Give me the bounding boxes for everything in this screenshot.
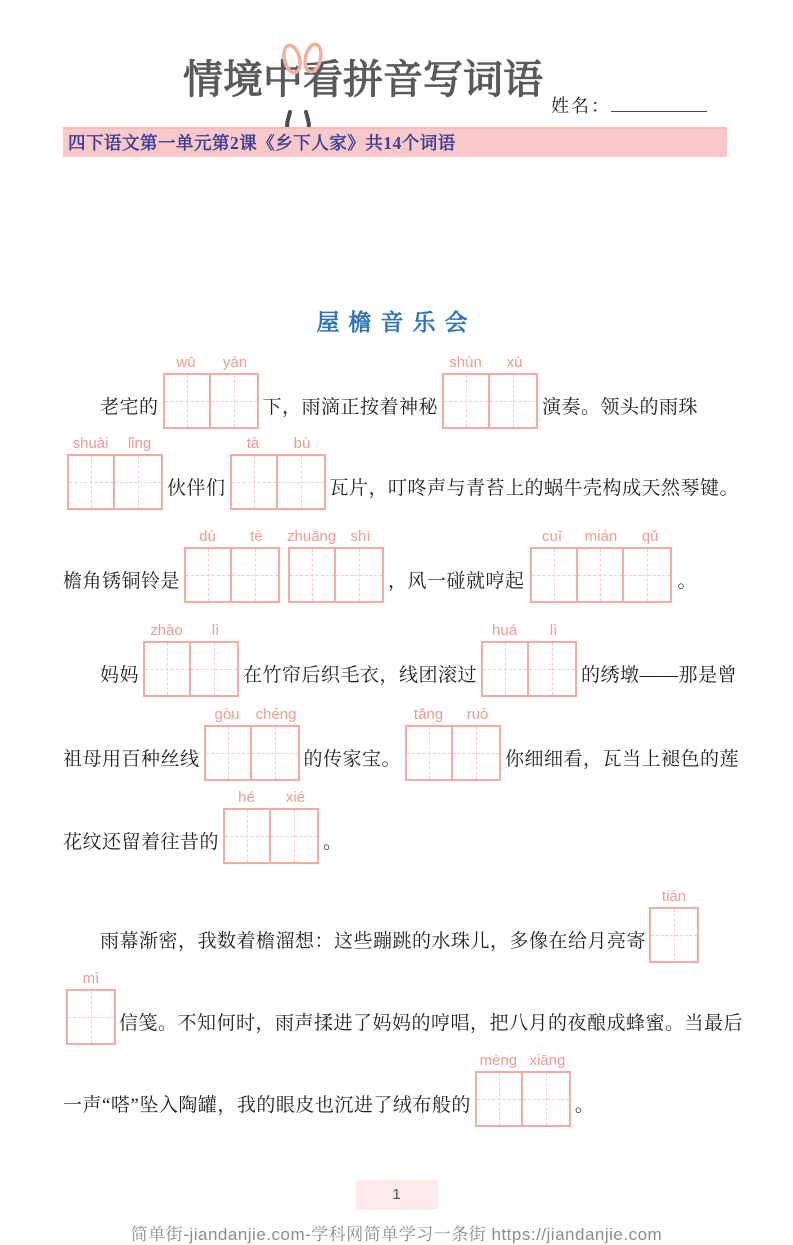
page-title: 屋檐音乐会 [316,310,477,335]
text-line [63,434,763,510]
page-header [0,0,793,127]
writing-cell[interactable] [523,1073,569,1125]
pinyin-syllable: cuī [542,528,563,545]
pinyin-syllable: shùn [449,354,482,371]
text-run: 妈妈 [100,665,140,687]
text-run: ，风一碰就哼起 [388,571,525,593]
text-run: 祖母用百种丝线 [63,749,200,771]
pinyin-word-box [528,527,675,603]
text-line [63,887,763,963]
body-lines [63,353,763,1127]
pinyin-syllable: zhào [150,622,183,639]
logo-text: 情境中看拼音写词语 [183,58,543,102]
text-line [63,1051,763,1127]
pinyin-word-box [474,1051,572,1127]
bunny-ears-icon [275,40,331,76]
pinyin-word-box [222,788,320,864]
writing-cell[interactable] [477,1073,523,1125]
text-run: 花纹还留着往昔的 [63,832,220,854]
text-line [63,788,763,864]
page-number-badge: 1 [356,1180,438,1210]
footer-link-text: 简单街-jiandanjie.com-学科网简单学习一条街 https://jiandanjie.com [130,1225,663,1244]
pinyin-word-box [287,527,385,603]
pinyin-label [650,887,699,906]
pinyin-syllable: tián [661,888,687,905]
writing-cell[interactable] [186,549,232,601]
text-line [63,353,763,429]
pinyin-label [474,1051,572,1070]
pinyin-label [142,621,240,640]
text-line [63,527,763,603]
pinyin-syllable: xié [285,789,306,806]
pinyin-syllable: mèng [479,1052,518,1069]
writing-cell[interactable] [232,456,278,508]
pinyin-label [229,434,327,453]
pinyin-syllable: hé [238,789,255,806]
pinyin-label [222,788,320,807]
writing-grid[interactable] [530,547,672,603]
pinyin-label [162,353,260,372]
pinyin-syllable: lì [549,622,558,639]
text-line [63,705,763,781]
pinyin-syllable: shì [350,528,371,545]
writing-grid[interactable] [184,547,280,603]
writing-cell[interactable] [336,549,382,601]
pinyin-syllable: chéng [255,706,297,723]
writing-cell[interactable] [290,549,336,601]
text-run: 演奏。领头的雨珠 [542,397,699,419]
pinyin-word-box [203,705,301,781]
pinyin-word-box [66,434,164,510]
writing-grid[interactable] [230,454,326,510]
pinyin-label [528,527,675,546]
pinyin-label [66,434,164,453]
pinyin-word-box [441,353,539,429]
text-run: 的传家宝。 [303,749,402,771]
writing-cell[interactable] [407,727,453,779]
writing-cell[interactable] [145,643,191,695]
pinyin-syllable: tè [250,528,263,545]
writing-cell[interactable] [532,549,578,601]
writing-cell[interactable] [68,991,114,1043]
lesson-banner [63,127,727,157]
pinyin-word-box [162,353,260,429]
pinyin-syllable: tǎng [413,706,444,723]
writing-grid[interactable] [223,808,319,864]
writing-cell[interactable] [211,375,257,427]
writing-cell[interactable] [165,375,211,427]
pinyin-word-box [66,969,116,1045]
pinyin-label [287,527,385,546]
pinyin-syllable: huá [492,622,518,639]
text-line [63,621,763,697]
pinyin-label [203,705,301,724]
writing-grid[interactable] [163,373,259,429]
writing-cell[interactable] [529,643,575,695]
writing-grid[interactable] [475,1071,571,1127]
writing-cell[interactable] [225,810,271,862]
pinyin-word-box [480,621,578,697]
pinyin-label [480,621,578,640]
writing-cell[interactable] [271,810,317,862]
writing-cell[interactable] [490,375,536,427]
pinyin-syllable: xù [506,354,523,371]
text-run: 伙伴们 [167,478,226,500]
pinyin-label [404,705,502,724]
lesson-banner-text: 四下语文第一单元第2课《乡下人家》共14个词语 [68,133,456,153]
pinyin-syllable: bù [293,435,311,452]
pinyin-syllable: mì [82,970,100,987]
text-run: 。 [323,832,343,854]
writing-cell[interactable] [69,456,115,508]
pinyin-syllable: ruò [466,706,489,723]
writing-grid[interactable] [481,641,577,697]
text-run: 雨幕渐密，我数着檐溜想：这些蹦跳的水珠儿，多像在给月亮寄 [100,931,647,953]
pinyin-word-box [229,434,327,510]
text-run: 。 [574,1095,595,1117]
text-run: 一声“嗒”坠入陶罐，我的眼皮也沉进了绒布般的 [63,1095,471,1117]
pinyin-syllable: yán [222,354,248,371]
pinyin-syllable: qǔ [641,528,659,545]
pinyin-syllable: wū [176,354,196,371]
writing-cell[interactable] [115,456,161,508]
writing-grid[interactable] [442,373,538,429]
writing-cell[interactable] [444,375,490,427]
pinyin-word-box [142,621,240,697]
text-run: 。 [677,571,698,593]
writing-grid[interactable] [405,725,501,781]
writing-grid[interactable] [143,641,239,697]
text-run: 你细细看，瓦当上褪色的莲 [505,749,740,771]
writing-cell[interactable] [453,727,499,779]
writing-cell[interactable] [232,549,278,601]
pinyin-syllable: lǐng [127,435,152,452]
pinyin-label [441,353,539,372]
text-line [63,969,763,1045]
site-logo [183,58,543,102]
writing-cell[interactable] [252,727,298,779]
writing-cell[interactable] [624,549,670,601]
pinyin-word-box [649,887,699,963]
pinyin-syllable: tà [246,435,260,452]
writing-cell[interactable] [483,643,529,695]
pinyin-syllable: shuài [72,435,109,452]
pinyin-word-box [183,527,281,603]
name-label: 姓名： [551,96,611,116]
writing-grid[interactable] [67,454,163,510]
pinyin-syllable: gòu [214,706,240,723]
pinyin-syllable: xiāng [529,1052,566,1069]
text-run: 信笺。不知何时，雨声揉进了妈妈的哼唱，把八月的夜酿成蜂蜜。当最后 [119,1013,744,1035]
name-blank-line[interactable] [611,96,707,112]
student-name-field [551,92,707,118]
writing-grid[interactable] [649,907,699,963]
writing-cell[interactable] [206,727,252,779]
writing-cell[interactable] [191,643,237,695]
writing-grid[interactable] [66,989,116,1045]
pinyin-syllable: mián [584,528,618,545]
text-run: 瓦片，叮咚声与青苔上的蜗牛壳构成天然琴键。 [329,478,740,500]
text-run: 檐角锈铜铃是 [63,571,181,593]
writing-cell[interactable] [578,549,624,601]
text-run: 老宅的 [100,397,159,419]
pinyin-syllable: dú [199,528,216,545]
writing-cell[interactable] [278,456,324,508]
text-run: 在竹帘后织毛衣，线团滚过 [243,665,478,687]
text-run: 的绣墩——那是曾 [581,665,738,687]
pinyin-syllable: lì [211,622,220,639]
text-run: 下，雨滴正按着神秘 [262,397,439,419]
pinyin-label [67,969,116,988]
writing-cell[interactable] [651,909,697,961]
pinyin-syllable: zhuāng [287,528,337,545]
writing-grid[interactable] [204,725,300,781]
writing-grid[interactable] [288,547,384,603]
pinyin-label [183,527,281,546]
pinyin-word-box [404,705,502,781]
